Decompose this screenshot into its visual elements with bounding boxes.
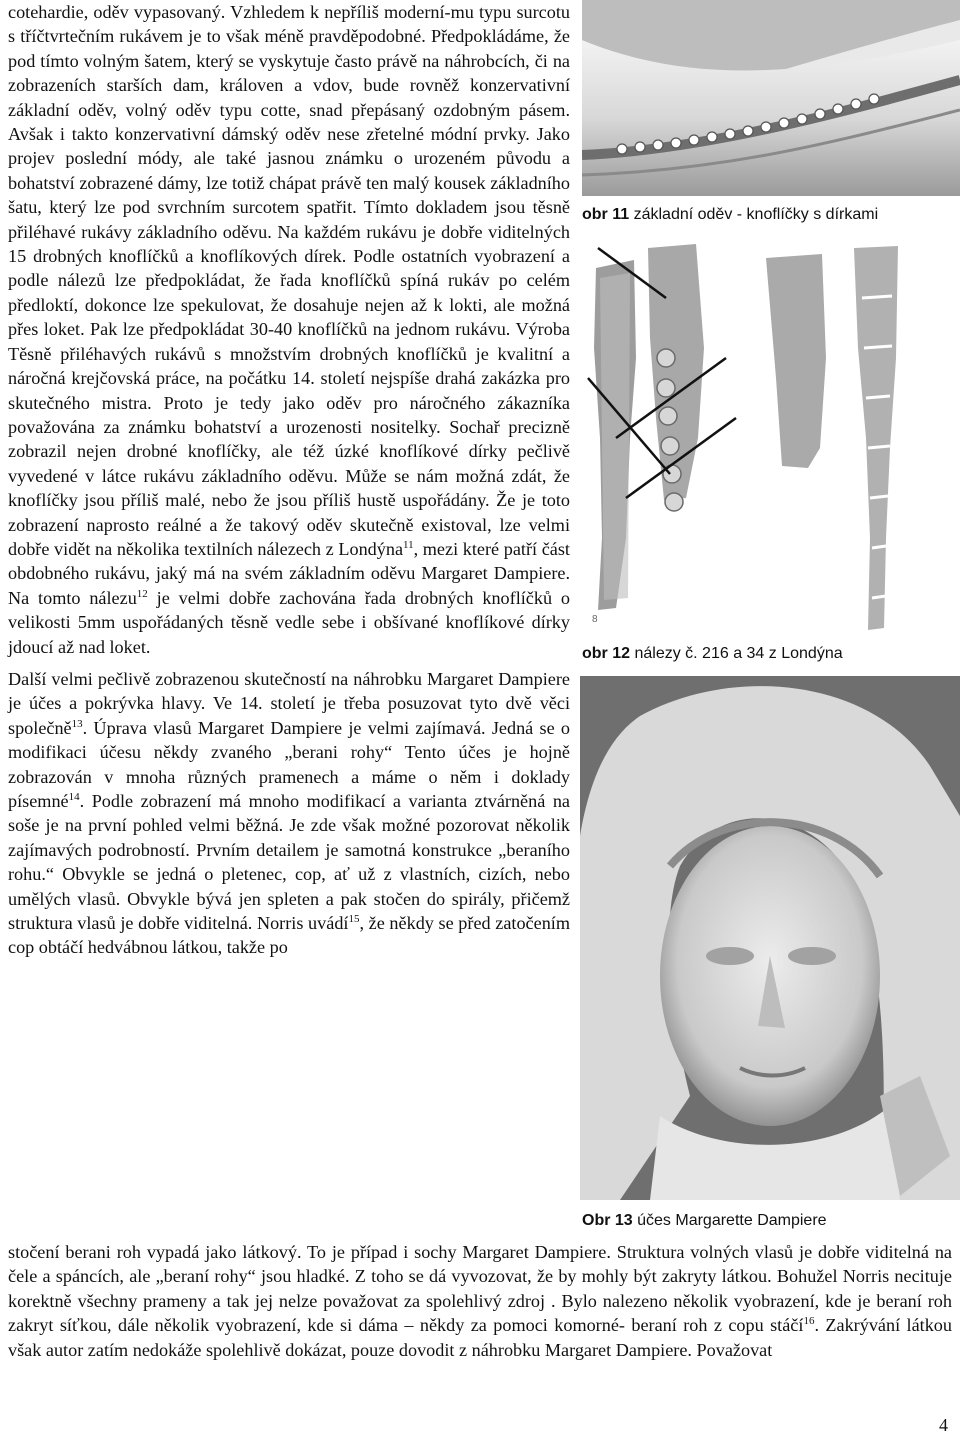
bottom-text [8,1240,952,1362]
paragraph-buttons: cotehardie, oděv vypasovaný. Vzhledem k nepříliš moderní-mu typu surcotu s tříčtvrtečním rukávem je to však méně pravděpodobné. Předpokládáme, že pod tímto volným šatem, který se vyskytuje často právě na náhrobcích, či na zobrazeních starších dam, královen a vdov, bude rovněž konzervativní základní oděv, volný oděv typu cotte, snad přepásaný ozdobným pásem. Avšak i takto konzervativní dámský oděv nese zřetelné módní prvky. Jako projev poslední módy, ale také jasnou známku o urozeném původu a bohatství zobrazené dámy, lze totiž chápat právě ten malý kousek základního šatu, který lze pod svrchním surcotem spatřit. Tímto dokladem jsou těsně přiléhavé rukávy základního oděvu. Na každém rukávu je dobře viditelných 15 drobných knoflíčků a knoflíkových dírek. Podle ostatních vyobrazení a podle nálezů lze předpokládat, že řada knoflíčků spíná rukáv po celém předloktí, dokonce lze spekulovat, že dosahuje nejen až k lokti, ale možná přes loket. Pak lze předpokládat 30-40 knoflíčků na jednom rukávu. Výroba Těsně přiléhavých rukávů s množstvím drobných knoflíčků je kvalitní a náročná krejčovská práce, na počátku 14. století nejspíše drahá zakázka pro skutečného mistra. Proto je tedy jako oděv pro náročného zákazníka považována za známku bohatství a urozenosti nositelky. Sochař precizně zobrazil nejen drobné knoflíčky, ale též úzké knoflíkové dírky pečlivě vyvedené v látce rukávu základního oděvu. Může se nám možná zdát, že knoflíčky jsou příliš malé, nebo že jsou příliš hustě uspořádány. Že je toto zobrazení naprosto reálné a že takový oděv skutečně existoval, lze velmi dobře vidět na několika textilních nálezech z Londýna$^{11}$, mezi které patří část obdobného rukávu, jaký má na svém základním oděvu Margaret Dampiere. Na tomto nálezu$^{12}$ je velmi dobře zachována řada drobných knoflíčků o velikosti 5mm uspořádaných těsně vedle sebe i obšívané knoflíkové dírky jdoucí až nad loket. [8,2,570,657]
paragraph-hairstyle: Další velmi pečlivě zobrazenou skutečností na náhrobku Margaret Dampiere je účes a pokrývka hlavy. Ve 14. století je třeba posuzovat tyto dvě věci společně$^{13}$. Úprava vlasů Margaret Dampiere je velmi zajímavá. Jedná se o modifikaci účesu někdy zvaného „berani rohy“ Tento účes je hojně zobrazován v mnoha různých pramenech a máme o něm i doklady písemné$^{14}$. Podle zobrazení má mnoho modifikací a varianta ztvárněná na soše je na první pohled velmi běžná. Je zde však možné pozorovat několik zajímavých podrobností. Prvním detailem je samotná konstrukce „beraního rohu.“ Obvykle se jedná o pletenec, cop, ať už z vlastních, cizích, nebo umělých vlasů. Obvykle bývá jen spleten a pak stočen do spirály, přičemž struktura vlasů je dobře viditelná. Norris uvádí$^{15}$, že někdy se před zatočením cop obtáčí hedvábnou látkou, takže po [8,668,570,958]
footnote-ref: 13 [71,717,83,730]
footnote-ref: 15 [348,912,360,925]
figure-12-caption: obr 12 nálezy č. 216 a 34 z Londýna [582,645,843,662]
figure-11-sleeve-photo [582,0,960,196]
footnote-ref: 11 [403,538,414,551]
page-number: 4 [939,1415,948,1435]
left-column-text [8,0,570,960]
figure-13-caption: Obr 13 účes Margarette Dampiere [582,1212,827,1229]
figure-13-head-sculpture [580,676,960,1200]
footnote-ref: 14 [68,790,80,803]
sleeve-sculpture-image [582,0,960,196]
footnote-ref: 16 [803,1315,815,1328]
textile-fragments-image [586,238,960,634]
figure-number-mark: 8 [592,614,598,625]
paragraph-hairstyle-continued: stočení berani roh vypadá jako látkový. To je případ i sochy Margaret Dampiere. Struktura volných vlasů je dobře viditelná na čele a spáncích, ale „beraní rohy“ jsou hladké. Z toho se dá vyvozovat, že by mohly být zakryty látkou. Bohužel Norris necituje korektně všechny prameny a tak jej nelze považovat za spolehlivý zdroj . Bylo nalezeno několik vyobrazení, kde je beraní roh zakryt síťkou, dále několik vyobrazení, kde si dáma – někdy za pomoci komorné- beraní roh z copu stáčí$^{16}$. Zakrývání látkou však autor zatím nedokáže spolehlivě dokázat, pouze dovodit z náhrobku Margaret Dampiere. Považovat [8,1242,952,1360]
figure-12-textile-finds [586,238,960,634]
footnote-ref: 12 [136,587,148,600]
figure-11-caption: obr 11 základní oděv - knoflíčky s dírkami [582,206,879,223]
sculpture-head-image [580,676,960,1200]
